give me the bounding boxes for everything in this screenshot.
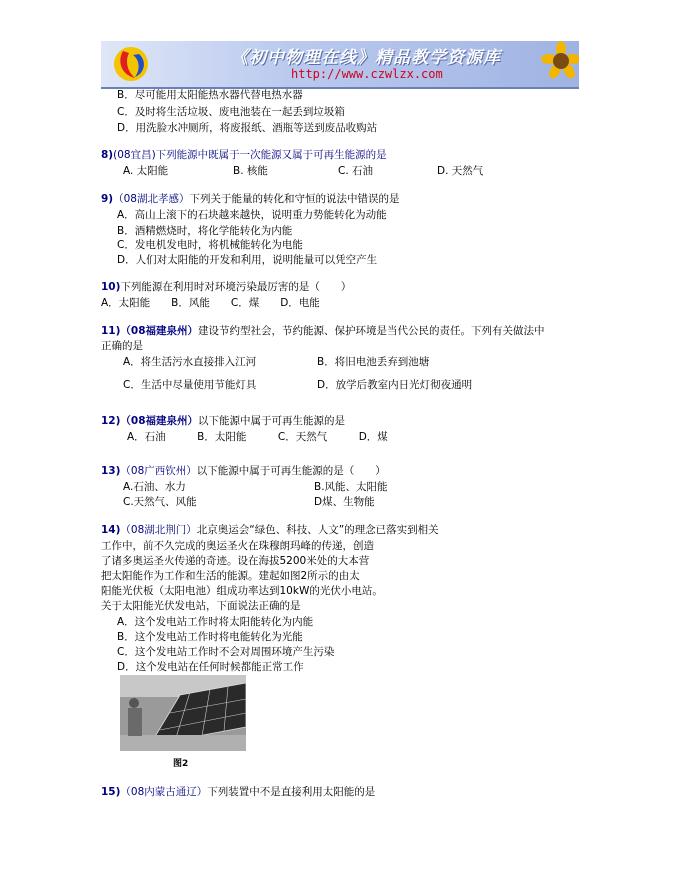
figure-caption: 图2 — [173, 759, 189, 769]
q9-option-b: B．酒精燃烧时，将化学能转化为内能 — [117, 225, 293, 237]
q14-option-c: C．这个发电站工作时不会对周围环境产生污染 — [117, 646, 335, 658]
q11-option-b: B．将旧电池丢弃到池塘 — [317, 356, 430, 368]
q8-option-b: B. 核能 — [233, 165, 268, 177]
solar-panel-photo — [120, 675, 246, 751]
sunflower-icon — [531, 41, 579, 87]
q15-number: 15) — [101, 786, 121, 798]
q11-line — [101, 325, 545, 338]
header-url: http://www.czwlzx.com — [291, 67, 443, 81]
q14-line — [101, 524, 439, 537]
q14-stem-3: 了诸多奥运圣火传递的奇迹。设在海拔5200米处的大本营 — [101, 555, 370, 567]
q8-option-d: D. 天然气 — [437, 165, 484, 177]
header-title: 《初中物理在线》精品教学资源库 — [231, 48, 501, 68]
logo-icon — [109, 45, 153, 83]
q11-option-a: A．将生活污水直接排入江河 — [123, 356, 257, 368]
q14-number: 14) — [101, 524, 121, 536]
q13-stem: 以下能源中属于可再生能源的是（ ） — [196, 465, 386, 477]
q7-option-c: C．及时将生活垃圾、废电池装在一起丢到垃圾箱 — [117, 106, 345, 118]
q9-stem: 下列关于能量的转化和守恒的说法中错误的是 — [189, 193, 400, 205]
q14-stem-2: 工作中，前不久完成的奥运圣火在珠穆朗玛峰的传递，创造 — [101, 540, 374, 552]
q14-stem-6: 关于太阳能光伏发电站，下面说法正确的是 — [101, 600, 301, 612]
q8-line — [101, 149, 387, 162]
q15-line — [101, 786, 375, 799]
q7-option-d: D．用洗脸水冲厕所，将废报纸、酒瓶等送到废品收购站 — [117, 122, 378, 134]
q14-stem-4: 把太阳能作为工作和生活的能源。建起如图2所示的由太 — [101, 570, 360, 582]
q11-option-c: C．生活中尽量使用节能灯具 — [123, 379, 257, 391]
q9-line — [101, 193, 399, 206]
q9-option-d: D．人们对太阳能的开发和利用，说明能量可以凭空产生 — [117, 254, 378, 266]
q8-number: 8) — [101, 149, 114, 161]
q9-option-c: C．发电机发电时，将机械能转化为电能 — [117, 239, 303, 251]
q11-source: （08福建泉州） — [120, 325, 199, 337]
q14-source: （08湖北荆门） — [120, 524, 197, 536]
q11-option-d: D．放学后教室内日光灯彻夜通明 — [317, 379, 473, 391]
q8-option-a: A. 太阳能 — [123, 165, 169, 177]
q9-option-a: A．高山上滚下的石块越来越快，说明重力势能转化为动能 — [117, 209, 387, 221]
q14-option-b: B．这个发电站工作时将电能转化为光能 — [117, 631, 303, 643]
q13-line — [101, 465, 386, 478]
q9-source: （08湖北孝感） — [113, 193, 190, 205]
q11-stem-cont: 正确的是 — [101, 340, 143, 352]
q14-option-a: A．这个发电站工作时将太阳能转化为内能 — [117, 616, 314, 628]
q12-options: A．石油 B．太阳能 C．天然气 D．煤 — [127, 431, 388, 443]
q13-source: （08广西钦州） — [120, 465, 197, 477]
q12-number: 12) — [101, 415, 121, 427]
q9-number: 9) — [101, 193, 114, 205]
q11-number: 11) — [101, 325, 121, 337]
q15-source: （08内蒙古通辽） — [120, 786, 208, 798]
q13-option-a: A.石油、水力 — [123, 481, 186, 493]
q11-stem: 建设节约型社会，节约能源、保护环境是当代公民的责任。下列有关做法中 — [198, 325, 545, 337]
q12-source: （08福建泉州） — [120, 415, 199, 427]
q7-option-b: B．尽可能用太阳能热水器代替电热水器 — [117, 89, 303, 101]
header-banner — [101, 41, 579, 89]
q14-option-d: D．这个发电站在任何时候都能正常工作 — [117, 661, 304, 673]
q14-stem-1: 北京奥运会“绿色、科技、人文”的理念已落实到相关 — [196, 524, 439, 536]
q12-stem: 以下能源中属于可再生能源的是 — [198, 415, 346, 427]
q10-stem: 下列能源在利用时对环境污染最厉害的是（ ） — [120, 281, 352, 293]
q12-line — [101, 415, 345, 428]
q14-stem-5: 阳能光伏板（太阳电池）组成功率达到10kW的光伏小电站。 — [101, 585, 383, 597]
q8-option-c: C. 石油 — [338, 165, 374, 177]
q13-option-b: B.风能、太阳能 — [314, 481, 388, 493]
q10-line — [101, 281, 351, 294]
q15-stem: 下列装置中不是直接利用太阳能的是 — [207, 786, 376, 798]
q8-stem: (08宜昌)下列能源中既属于一次能源又属于可再生能源的是 — [113, 149, 387, 161]
q13-option-c: C.天然气、风能 — [123, 496, 197, 508]
q10-number: 10) — [101, 281, 121, 293]
q10-options: A．太阳能 B．风能 C．煤 D．电能 — [101, 297, 320, 309]
q13-option-d: D煤、生物能 — [314, 496, 375, 508]
q13-number: 13) — [101, 465, 121, 477]
